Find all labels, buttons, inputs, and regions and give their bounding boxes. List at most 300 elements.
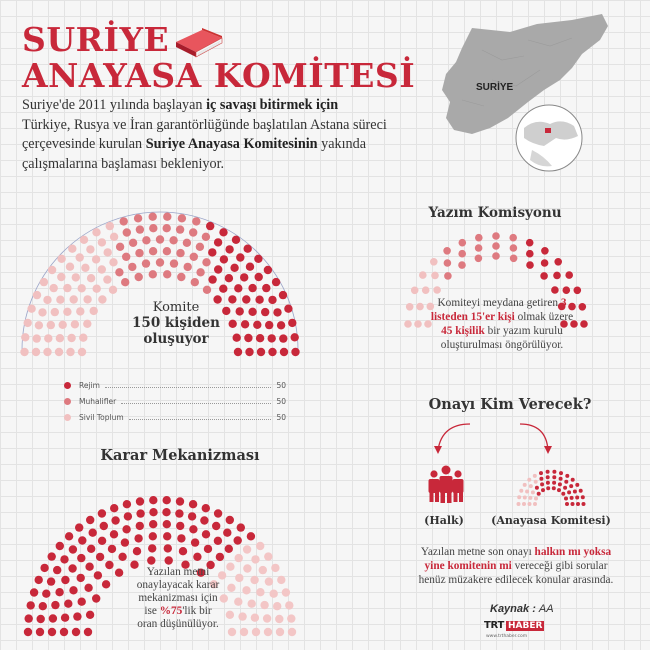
committee-seat bbox=[196, 268, 204, 276]
committee-seat bbox=[63, 308, 71, 316]
decision-seat bbox=[179, 547, 187, 555]
decision-seat bbox=[136, 497, 144, 505]
approval-seat bbox=[529, 484, 533, 488]
decision-seat bbox=[60, 555, 68, 563]
committee-seat bbox=[98, 295, 106, 303]
approval-seat bbox=[541, 488, 545, 492]
decision-seat bbox=[40, 564, 48, 572]
committee-seat bbox=[110, 233, 118, 241]
committee-seat bbox=[83, 295, 91, 303]
decision-seat bbox=[105, 561, 113, 569]
intro-bold-1: iç savaşı bitirmek için bbox=[206, 97, 339, 113]
committee-seat bbox=[246, 263, 254, 271]
decision-seat bbox=[188, 512, 196, 520]
committee-seat bbox=[68, 245, 76, 253]
committee-seat bbox=[81, 264, 89, 272]
decision-seat bbox=[68, 564, 76, 572]
committee-seat bbox=[51, 308, 59, 316]
decision-seat bbox=[251, 614, 259, 622]
approval-seat bbox=[561, 492, 565, 496]
writing-seat bbox=[551, 286, 559, 294]
committee-seat bbox=[40, 278, 48, 286]
decision-seat bbox=[48, 628, 56, 636]
approval-seat bbox=[539, 477, 543, 481]
committee-seat bbox=[67, 334, 75, 342]
decision-seat bbox=[164, 544, 172, 552]
committee-seat bbox=[245, 348, 253, 356]
committee-seat bbox=[78, 348, 86, 356]
writing-seat bbox=[554, 258, 562, 266]
decision-seat bbox=[78, 598, 86, 606]
committee-seat bbox=[135, 249, 143, 257]
decision-seat bbox=[84, 628, 92, 636]
committee-seat bbox=[32, 348, 40, 356]
label-anayasa-komitesi: (Anayasa Komitesi) bbox=[491, 514, 611, 527]
committee-seat bbox=[66, 263, 74, 271]
decision-seat bbox=[48, 552, 56, 560]
decision-seat bbox=[163, 520, 171, 528]
committee-seat bbox=[183, 239, 191, 247]
arrow-right-head-icon bbox=[544, 446, 552, 454]
title-line-2: ANAYASA KOMİTESİ bbox=[22, 56, 416, 95]
legend-leader bbox=[129, 414, 272, 420]
decision-seat bbox=[61, 576, 69, 584]
committee-seat bbox=[66, 348, 74, 356]
committee-seat bbox=[241, 320, 249, 328]
decision-seat bbox=[285, 601, 293, 609]
decision-seat bbox=[122, 525, 130, 533]
decision-seat bbox=[193, 553, 201, 561]
committee-seat bbox=[248, 284, 256, 292]
arrow-left-head-icon bbox=[434, 446, 442, 454]
approval-seat bbox=[576, 502, 580, 506]
label-halk: (Halk) bbox=[424, 514, 464, 527]
decision-seat bbox=[39, 602, 47, 610]
decision-seat bbox=[36, 628, 44, 636]
committee-seat bbox=[190, 253, 198, 261]
legend-dot-muhalifler bbox=[64, 398, 71, 405]
committee-seat bbox=[176, 225, 184, 233]
committee-seat bbox=[38, 308, 46, 316]
committee-seat bbox=[72, 273, 80, 281]
committee-seat bbox=[225, 245, 233, 253]
committee-seat bbox=[262, 284, 270, 292]
approval-seat bbox=[535, 486, 539, 490]
committee-seat bbox=[56, 296, 64, 304]
decision-seat bbox=[263, 614, 271, 622]
decision-seat bbox=[69, 545, 77, 553]
decision-seat bbox=[65, 532, 73, 540]
people-icon bbox=[429, 466, 464, 504]
committee-seat bbox=[291, 333, 299, 341]
committee-seat bbox=[98, 238, 106, 246]
decision-seat bbox=[111, 516, 119, 524]
committee-seat bbox=[20, 348, 28, 356]
committee-seat bbox=[219, 228, 227, 236]
committee-seat bbox=[236, 253, 244, 261]
approval-seat bbox=[517, 502, 521, 506]
decision-seat bbox=[275, 615, 283, 623]
decision-seat bbox=[98, 537, 106, 545]
committee-seat bbox=[230, 264, 238, 272]
committee-seat bbox=[178, 214, 186, 222]
committee-seat bbox=[134, 214, 142, 222]
approval-seat bbox=[533, 502, 537, 506]
writing-seat bbox=[406, 303, 414, 311]
approval-seat bbox=[563, 486, 567, 490]
decision-seat bbox=[265, 577, 273, 585]
committee-seat bbox=[122, 253, 130, 261]
committee-seat bbox=[192, 217, 200, 225]
decision-seat bbox=[86, 516, 94, 524]
decision-line-5: oran düşünülüyor. bbox=[137, 618, 219, 630]
committee-seat bbox=[123, 228, 131, 236]
decision-seat bbox=[110, 504, 118, 512]
approval-seat bbox=[533, 474, 537, 478]
decision-seat bbox=[177, 534, 185, 542]
committee-seat bbox=[149, 213, 157, 221]
writing-seat bbox=[579, 303, 587, 311]
writing-seat bbox=[563, 286, 571, 294]
writing-seat bbox=[475, 234, 483, 242]
decision-seat bbox=[176, 522, 184, 530]
decision-seat bbox=[73, 612, 81, 620]
committee-seat bbox=[76, 253, 84, 261]
committee-seat bbox=[219, 285, 227, 293]
decision-seat bbox=[110, 530, 118, 538]
decision-line-3: mekanizması için bbox=[138, 592, 218, 604]
approval-seat bbox=[552, 486, 556, 490]
committee-seat bbox=[121, 278, 129, 286]
decision-seat bbox=[202, 504, 210, 512]
legend-value: 50 bbox=[276, 412, 286, 422]
writing-seat bbox=[475, 255, 483, 263]
decision-seat bbox=[24, 628, 32, 636]
legend-item-sivil-toplum bbox=[64, 410, 286, 424]
approval-seat bbox=[565, 502, 569, 506]
decision-seat bbox=[212, 522, 220, 530]
decision-line-2: onaylayacak karar bbox=[136, 579, 220, 591]
committee-seat bbox=[232, 236, 240, 244]
committee-seat bbox=[55, 348, 63, 356]
decision-seat bbox=[243, 545, 251, 553]
committee-seat bbox=[234, 348, 242, 356]
committee-seat bbox=[142, 236, 150, 244]
decision-seat bbox=[234, 536, 242, 544]
decision-seat bbox=[87, 545, 95, 553]
committee-seat bbox=[244, 334, 252, 342]
decision-seat bbox=[124, 512, 132, 520]
writing-text-1: Komiteyi meydana getiren bbox=[437, 297, 561, 309]
decision-seat bbox=[136, 522, 144, 530]
intro-bold-2: Suriye Anayasa Komitesinin bbox=[145, 136, 318, 152]
decision-seat bbox=[256, 542, 264, 550]
legend-dot-sivil-toplum bbox=[64, 414, 71, 421]
committee-seat bbox=[106, 222, 114, 230]
committee-line-2: 150 kişiden bbox=[132, 315, 220, 331]
decision-seat bbox=[98, 509, 106, 517]
writing-seat bbox=[553, 272, 561, 280]
approval-seat bbox=[534, 497, 538, 501]
decision-seat bbox=[189, 500, 197, 508]
decision-seat bbox=[108, 545, 116, 553]
decision-seat bbox=[204, 545, 212, 553]
committee-seat bbox=[202, 233, 210, 241]
writing-text-3: bir yazım kurulu oluşturulması öngörülüyor. bbox=[440, 325, 564, 351]
approval-seat bbox=[573, 490, 577, 494]
committee-seat bbox=[242, 295, 250, 303]
approval-seat bbox=[565, 474, 569, 478]
approval-text-2: vereceği gibi sorular henüz müzakere edilecek konular arasında. bbox=[418, 560, 614, 586]
committee-line-3: oluşuyor bbox=[143, 331, 209, 347]
decision-seat bbox=[226, 516, 234, 524]
approval-seat bbox=[575, 483, 579, 487]
approval-seat bbox=[540, 482, 544, 486]
committee-seat bbox=[214, 265, 222, 273]
committee-seat bbox=[57, 255, 65, 263]
writing-seat bbox=[540, 272, 548, 280]
committee-seat bbox=[273, 308, 281, 316]
decision-seat bbox=[223, 529, 231, 537]
decision-seat bbox=[264, 552, 272, 560]
writing-seat bbox=[459, 239, 467, 247]
decision-seat bbox=[149, 532, 157, 540]
approval-seat bbox=[571, 478, 575, 482]
committee-seat bbox=[44, 334, 52, 342]
writing-seat bbox=[574, 287, 582, 295]
committee-seat bbox=[163, 224, 171, 232]
decision-seat bbox=[85, 563, 93, 571]
decision-seat bbox=[238, 612, 246, 620]
committee-seat bbox=[128, 263, 136, 271]
committee-seat bbox=[86, 245, 94, 253]
writing-commission-heading: Yazım Komisyonu bbox=[428, 205, 562, 221]
approval-seat bbox=[567, 490, 571, 494]
committee-seat bbox=[291, 348, 299, 356]
decision-seat bbox=[288, 628, 296, 636]
committee-seat bbox=[63, 284, 71, 292]
decision-seat bbox=[216, 553, 224, 561]
writing-seat bbox=[580, 320, 588, 328]
writing-seat bbox=[411, 287, 419, 295]
committee-seat bbox=[98, 265, 106, 273]
decision-seat bbox=[235, 554, 243, 562]
decision-seat bbox=[163, 532, 171, 540]
decision-seat bbox=[118, 553, 126, 561]
approval-red-1: halkın mı yoksa yine komitenin mi bbox=[424, 546, 612, 572]
committee-seat bbox=[203, 286, 211, 294]
approval-seat bbox=[546, 481, 550, 485]
legend-value: 50 bbox=[276, 396, 286, 406]
source-value: AA bbox=[538, 603, 554, 615]
committee-seat bbox=[265, 321, 273, 329]
committee-seat bbox=[184, 263, 192, 271]
decision-seat bbox=[214, 509, 222, 517]
approval-seat bbox=[525, 490, 529, 494]
book-icon bbox=[172, 24, 226, 60]
decision-seat bbox=[256, 588, 264, 596]
committee-seat bbox=[50, 284, 58, 292]
committee-seat bbox=[78, 284, 86, 292]
committee-seat bbox=[116, 243, 124, 251]
committee-seat bbox=[149, 270, 157, 278]
decision-heading: Karar Mekanizması bbox=[100, 447, 260, 464]
committee-seat bbox=[47, 321, 55, 329]
writing-seat bbox=[419, 271, 427, 279]
writing-seat bbox=[414, 320, 422, 328]
committee-seat bbox=[177, 273, 185, 281]
committee-seat bbox=[279, 334, 287, 342]
writing-red-2: 45 kişilik bbox=[441, 325, 485, 337]
source-credit bbox=[490, 603, 554, 615]
legend-value: 50 bbox=[276, 380, 286, 390]
decision-seat bbox=[237, 523, 245, 531]
committee-seat bbox=[56, 334, 64, 342]
committee-seat bbox=[109, 258, 117, 266]
legend-item-muhalifler bbox=[64, 394, 286, 408]
committee-seat bbox=[43, 348, 51, 356]
writing-commission-text bbox=[428, 296, 576, 352]
committee-seat bbox=[169, 236, 177, 244]
decision-seat bbox=[282, 588, 290, 596]
decision-seat bbox=[49, 614, 57, 622]
decision-seat bbox=[176, 497, 184, 505]
committee-seat bbox=[24, 319, 32, 327]
committee-seat bbox=[248, 308, 256, 316]
decision-seat bbox=[165, 556, 173, 564]
decision-seat bbox=[250, 576, 258, 584]
decision-seat bbox=[56, 542, 64, 550]
committee-seat bbox=[71, 320, 79, 328]
decision-seat bbox=[60, 628, 68, 636]
decision-seat bbox=[121, 538, 129, 546]
decision-seat bbox=[259, 566, 267, 574]
committee-seat bbox=[59, 321, 67, 329]
committee-seat bbox=[43, 296, 51, 304]
writing-seat bbox=[422, 286, 430, 294]
approval-seat bbox=[564, 497, 568, 501]
writing-red-1: 3 listeden 15'er kişi bbox=[430, 297, 567, 323]
arrow-left-icon bbox=[438, 424, 470, 450]
decision-seat bbox=[149, 496, 157, 504]
committee-seat bbox=[288, 319, 296, 327]
approval-committee-seats bbox=[517, 470, 586, 506]
decision-seat bbox=[276, 628, 284, 636]
approval-seat bbox=[569, 484, 573, 488]
decision-seat bbox=[37, 615, 45, 623]
committee-seat bbox=[120, 217, 128, 225]
committee-seat bbox=[135, 273, 143, 281]
decision-seat bbox=[271, 564, 279, 572]
committee-line-1: Komite bbox=[152, 300, 200, 315]
writing-seat bbox=[510, 244, 518, 252]
committee-seat bbox=[21, 333, 29, 341]
committee-seat bbox=[256, 334, 264, 342]
decision-line-1: Yazılan metni bbox=[146, 566, 210, 578]
writing-seat bbox=[475, 244, 483, 252]
decision-seat bbox=[149, 520, 157, 528]
decision-seat bbox=[53, 566, 61, 574]
legend-label: Rejim bbox=[79, 380, 100, 390]
approval-seat bbox=[552, 481, 556, 485]
arrow-right-icon bbox=[520, 424, 548, 450]
approval-seat bbox=[564, 480, 568, 484]
committee-seat bbox=[93, 285, 101, 293]
committee-seat bbox=[149, 224, 157, 232]
decision-seat bbox=[89, 529, 97, 537]
committee-seat bbox=[156, 258, 164, 266]
decision-seat bbox=[94, 571, 102, 579]
committee-seat bbox=[257, 348, 265, 356]
committee-seat bbox=[156, 235, 164, 243]
decision-seat bbox=[200, 516, 208, 524]
writing-seat bbox=[492, 252, 500, 260]
writing-seat bbox=[509, 234, 517, 242]
decision-seat bbox=[47, 577, 55, 585]
writing-seat bbox=[565, 271, 573, 279]
committee-seat bbox=[196, 243, 204, 251]
logo-trt: TRT bbox=[484, 620, 504, 631]
decision-seat bbox=[248, 600, 256, 608]
syria-map bbox=[432, 10, 647, 185]
writing-seat bbox=[444, 259, 452, 267]
committee-seat bbox=[244, 245, 252, 253]
committee-seat bbox=[277, 321, 285, 329]
writing-seat bbox=[526, 250, 534, 258]
decision-seat bbox=[175, 509, 183, 517]
decision-seat bbox=[191, 538, 199, 546]
writing-seat bbox=[541, 247, 549, 255]
intro-text-2: Türkiye, Rusya ve İran garantörlüğünde başlatılan Astana süreci çerçevesinde kurulan bbox=[22, 116, 387, 152]
committee-seat bbox=[163, 247, 171, 255]
writing-seat bbox=[430, 258, 438, 266]
writing-seat bbox=[492, 242, 500, 250]
approval-text-1: Yazılan metne son onayı bbox=[420, 546, 535, 558]
approval-seat bbox=[559, 477, 563, 481]
writing-seat bbox=[510, 255, 518, 263]
approval-seat bbox=[575, 496, 579, 500]
decision-seat bbox=[270, 590, 278, 598]
decision-seat bbox=[149, 508, 157, 516]
decision-seat bbox=[77, 554, 85, 562]
legend-item-rejim bbox=[64, 378, 286, 392]
approval-seat bbox=[531, 490, 535, 494]
committee-seat bbox=[206, 222, 214, 230]
title-line-1: SURİYE bbox=[22, 20, 170, 59]
decision-seat bbox=[225, 545, 233, 553]
decision-seat bbox=[75, 523, 83, 531]
decision-text bbox=[118, 566, 238, 631]
writing-seat bbox=[458, 261, 466, 269]
decision-seat bbox=[86, 611, 94, 619]
decision-seat bbox=[72, 628, 80, 636]
decision-pre: ise bbox=[144, 605, 160, 617]
committee-seat bbox=[234, 284, 242, 292]
approval-seat bbox=[546, 475, 550, 479]
approval-text bbox=[418, 545, 614, 587]
committee-seat bbox=[103, 275, 111, 283]
committee-seat bbox=[220, 255, 228, 263]
decision-seat bbox=[92, 594, 100, 602]
decision-seat bbox=[189, 525, 197, 533]
decision-seat bbox=[264, 628, 272, 636]
intro-text-1: Suriye'de 2011 yılında başlayan bbox=[22, 97, 207, 113]
decision-seat bbox=[162, 508, 170, 516]
decision-seat bbox=[273, 602, 281, 610]
approval-seat bbox=[546, 470, 550, 474]
committee-seat bbox=[233, 334, 241, 342]
decision-seat bbox=[133, 547, 141, 555]
